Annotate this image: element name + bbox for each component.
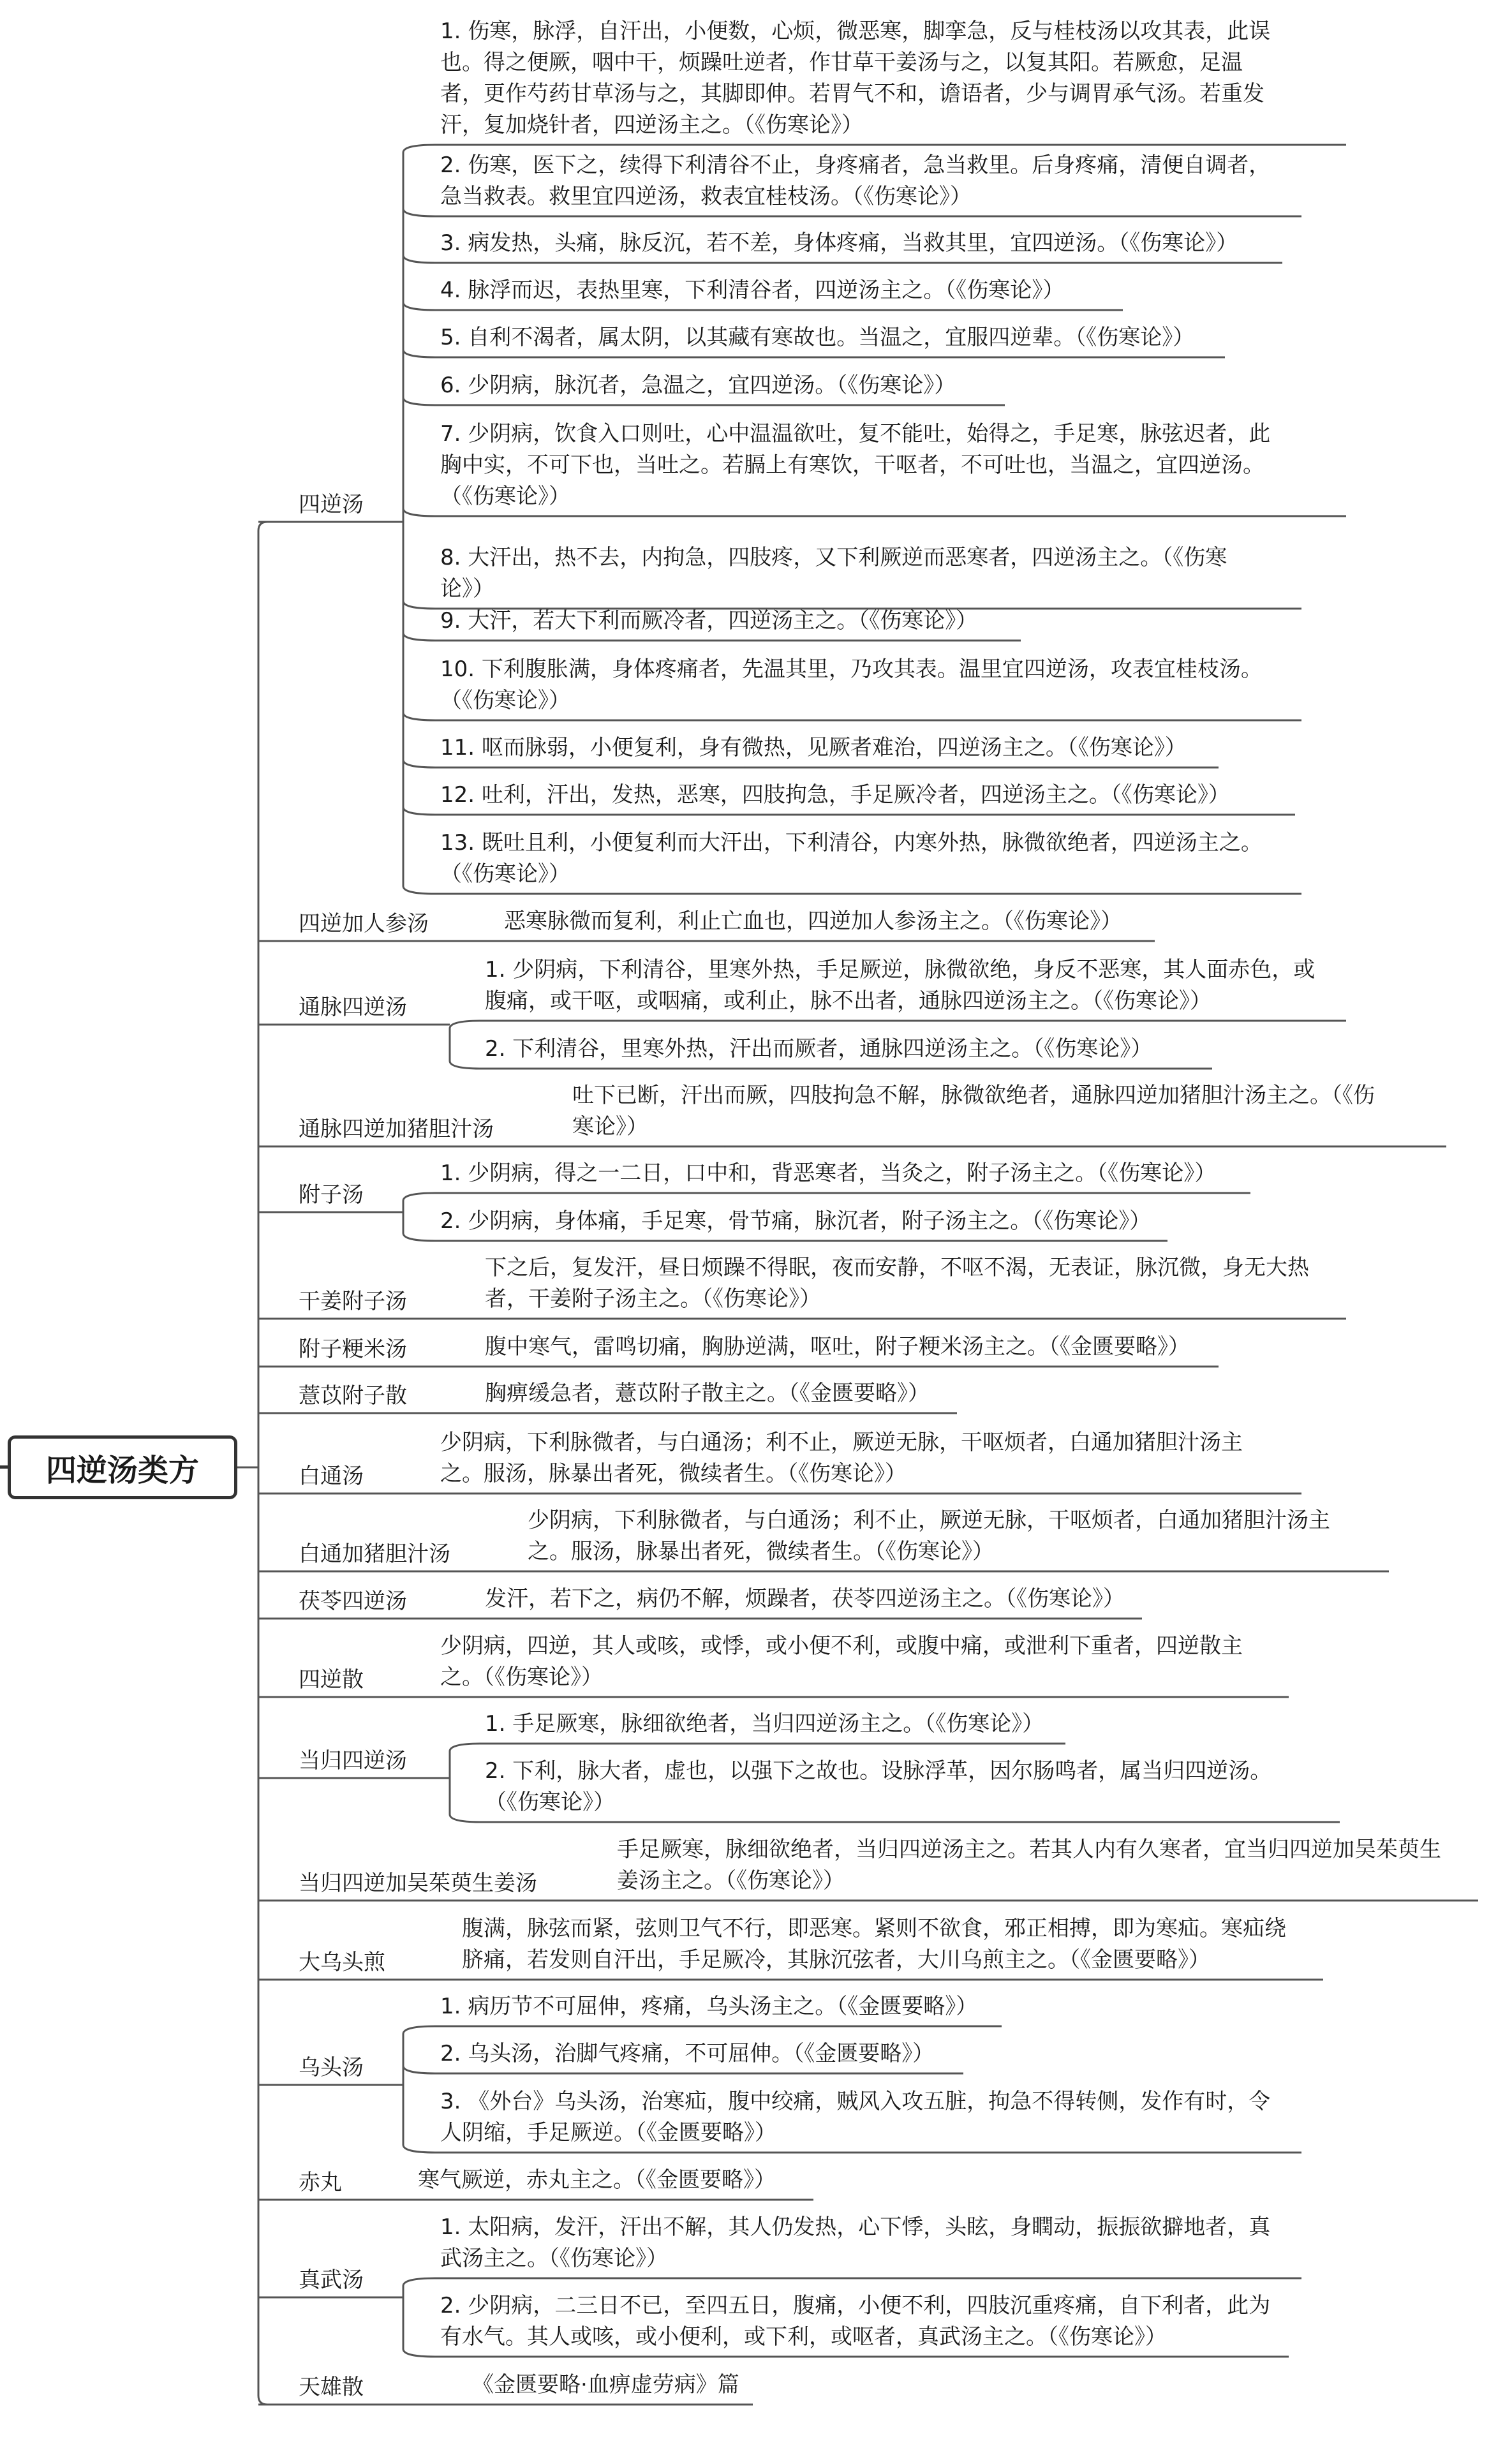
bracket-curve xyxy=(403,255,435,263)
entry-text: 1. 太阳病，发汗，汗出不解，其人仍发热，心下悸，头眩，身瞤动，振振欲擗地者，真 武汤主之。（《伤寒论》） xyxy=(440,2214,1271,2271)
trunk-curve xyxy=(258,522,267,531)
entry-text: 手足厥寒，脉细欲绝者，当归四逆汤主之。若其人内有久寒者，宜当归四逆加吴茱萸生 姜汤主之。（《伤寒论》） xyxy=(617,1837,1441,1894)
entry-text: 7. 少阴病，饮食入口则吐，心中温温欲吐，复不能吐，始得之，手足寒，脉弦迟者，此 胸中实，不可下也，当吐之。若膈上有寒饮，干呕者，不可吐也，当温之，宜四逆汤。 （《伤寒论》） xyxy=(440,421,1271,509)
entry-text: 少阴病，四逆，其人或咳，或悸，或小便不利，或腹中痛，或泄利下重者，四逆散主 之。（《伤寒论》） xyxy=(440,1633,1243,1690)
entry-text: 吐下已断，汗出而厥，四肢拘急不解，脉微欲绝者，通脉四逆加猪胆汁汤主之。（《伤 寒论》） xyxy=(572,1083,1375,1139)
bracket-curve xyxy=(403,2145,435,2153)
entry-text: 《金匮要略·血痹虚劳病》篇 xyxy=(472,2372,739,2398)
entry-text: 下之后，复发汗，昼日烦躁不得眠，夜而安静，不呕不渴，无表证，脉沉微，身无大热 者，干姜附子汤主之。（《伤寒论》） xyxy=(485,1255,1309,1312)
branch-label[interactable]: 薏苡附子散 xyxy=(299,1383,407,1409)
branch-label[interactable]: 附子汤 xyxy=(299,1182,364,1208)
branch-label[interactable]: 乌头汤 xyxy=(299,2055,364,2080)
entry-text: 4. 脉浮而迟，表热里寒，下利清谷者，四逆汤主之。（《伤寒论》） xyxy=(440,278,1065,303)
trunk-curve xyxy=(258,2396,267,2405)
branch-label[interactable]: 大乌头煎 xyxy=(299,1950,385,1975)
entry-text: 2. 伤寒，医下之，续得下利清谷不止，身疼痛者，急当救里。后身疼痛，清便自调者， 急当救表。救里宜四逆汤，救表宜桂枝汤。（《伤寒论》） xyxy=(440,152,1271,209)
entry-text: 3. 《外台》乌头汤，治寒疝，腹中绞痛，贼风入攻五脏，拘急不得转侧，发作有时，令 人阴缩，手足厥逆。（《金匮要略》） xyxy=(440,2089,1271,2146)
entry-text: 11. 呕而脉弱，小便复利，身有微热，见厥者难治，四逆汤主之。（《伤寒论》） xyxy=(440,735,1187,760)
branch-label[interactable]: 白通加猪胆汁汤 xyxy=(299,1541,450,1567)
bracket-curve xyxy=(403,209,435,216)
bracket-curve xyxy=(403,302,435,310)
bracket-curve xyxy=(403,508,435,516)
entry-text: 6. 少阴病，脉沉者，急温之，宜四逆汤。（《伤寒论》） xyxy=(440,373,956,398)
bracket-curve xyxy=(403,1233,435,1241)
bracket-curve xyxy=(403,2349,435,2357)
entry-text: 1. 少阴病，得之一二日，口中和，背恶寒者，当灸之，附子汤主之。（《伤寒论》） xyxy=(440,1160,1217,1186)
bracket-curve xyxy=(403,713,435,720)
bracket-curve xyxy=(450,1814,480,1822)
bracket-curve xyxy=(403,886,435,894)
bracket-curve xyxy=(403,145,435,152)
bracket-curve xyxy=(403,2278,435,2286)
bracket-curve xyxy=(403,633,435,641)
branch-label[interactable]: 白通汤 xyxy=(299,1464,364,1489)
bracket-curve xyxy=(403,397,435,405)
entry-text: 1. 病历节不可屈伸，疼痛，乌头汤主之。（《金匮要略》） xyxy=(440,1994,978,2019)
entry-text: 发汗，若下之，病仍不解，烦躁者，茯苓四逆汤主之。（《伤寒论》） xyxy=(485,1586,1125,1612)
entry-text: 少阴病，下利脉微者，与白通汤；利不止，厥逆无脉，干呕烦者，白通加猪胆汁汤主 之。服汤，脉暴出者死，微续者生。（《伤寒论》） xyxy=(528,1508,1330,1564)
entry-text: 3. 病发热，头痛，脉反沉，若不差，身体疼痛，当救其里，宜四逆汤。（《伤寒论》） xyxy=(440,230,1238,256)
entry-text: 1. 手足厥寒，脉细欲绝者，当归四逆汤主之。（《伤寒论》） xyxy=(485,1711,1044,1737)
bracket-curve xyxy=(450,1021,480,1028)
entry-text: 2. 乌头汤，治脚气疼痛，不可屈伸。（《金匮要略》） xyxy=(440,2041,935,2066)
branch-label[interactable]: 四逆加人参汤 xyxy=(299,911,429,937)
bracket-curve xyxy=(450,1744,480,1751)
entry-text: 2. 少阴病，身体痛，手足寒，骨节痛，脉沉者，附子汤主之。（《伤寒论》） xyxy=(440,1208,1152,1234)
entry-text: 5. 自利不渴者，属太阴，以其藏有寒故也。当温之，宜服四逆辈。（《伤寒论》） xyxy=(440,325,1195,350)
entry-text: 腹中寒气，雷鸣切痛，胸胁逆满，呕吐，附子粳米汤主之。（《金匮要略》） xyxy=(485,1334,1190,1360)
bracket-curve xyxy=(403,1193,435,1201)
entry-text: 8. 大汗出，热不去，内拘急，四肢疼，又下利厥逆而恶寒者，四逆汤主之。（《伤寒 论》） xyxy=(440,545,1227,602)
branch-label[interactable]: 干姜附子汤 xyxy=(299,1289,407,1314)
branch-label[interactable]: 真武汤 xyxy=(299,2267,364,2293)
branch-label[interactable]: 四逆散 xyxy=(299,1667,364,1693)
entry-text: 恶寒脉微而复利，利止亡血也，四逆加人参汤主之。（《伤寒论》） xyxy=(504,908,1122,934)
entry-text: 12. 吐利，汗出，发热，恶寒，四肢拘急，手足厥冷者，四逆汤主之。（《伤寒论》） xyxy=(440,782,1230,808)
entry-text: 1. 伤寒，脉浮，自汗出，小便数，心烦，微恶寒，脚挛急，反与桂枝汤以攻其表，此误 也。得之便厥，咽中干，烦躁吐逆者，作甘草干姜汤与之，以复其阳。若厥愈，足温 者，更作芍药甘草汤与之，其脚即伸。若胃气不和，谵语者，少与调胃承气汤。若重发 汗，复加烧针者，四逆汤主之。（《伤寒论》） xyxy=(440,19,1271,138)
entry-text: 胸痹缓急者，薏苡附子散主之。（《金匮要略》） xyxy=(485,1381,930,1406)
root-node[interactable] xyxy=(8,1435,237,1499)
branch-label[interactable]: 通脉四逆加猪胆汁汤 xyxy=(299,1116,494,1142)
entry-text: 10. 下利腹胀满，身体疼痛者，先温其里，乃攻其表。温里宜四逆汤，攻表宜桂枝汤。 （《伤寒论》） xyxy=(440,656,1263,713)
branch-label[interactable]: 赤丸 xyxy=(299,2170,342,2195)
entry-text: 2. 下利清谷，里寒外热，汗出而厥者，通脉四逆汤主之。（《伤寒论》） xyxy=(485,1036,1153,1062)
bracket-curve xyxy=(403,601,435,609)
bracket-curve xyxy=(403,2026,435,2034)
branch-label[interactable]: 当归四逆加吴茱萸生姜汤 xyxy=(299,1871,537,1896)
root-node-label: 四逆汤类方 xyxy=(45,1452,199,1488)
entry-text: 腹满，脉弦而紧，弦则卫气不行，即恶寒。紧则不欲食，邪正相搏，即为寒疝。寒疝绕 脐痛，若发则自汗出，手足厥冷，其脉沉弦者，大川乌煎主之。（《金匮要略》） xyxy=(462,1916,1286,1973)
bracket-curve xyxy=(403,350,435,357)
entry-text: 2. 下利，脉大者，虚也，以强下之故也。设脉浮革，因尔肠鸣者，属当归四逆汤。 （《伤寒论》） xyxy=(485,1758,1272,1815)
branch-label[interactable]: 四逆汤 xyxy=(299,492,364,517)
entry-text: 2. 少阴病，二三日不已，至四五日，腹痛，小便不利，四肢沉重疼痛，自下利者，此为 有水气。其人或咳，或小便利，或下利，或呕者，真武汤主之。（《伤寒论》） xyxy=(440,2293,1271,2350)
branch-label[interactable]: 通脉四逆汤 xyxy=(299,995,407,1020)
entry-text: 1. 少阴病，下利清谷，里寒外热，手足厥逆，脉微欲绝，身反不恶寒，其人面赤色，或 腹痛，或干呕，或咽痛，或利止，脉不出者，通脉四逆汤主之。（《伤寒论》） xyxy=(485,957,1316,1014)
entry-text: 9. 大汗，若大下利而厥冷者，四逆汤主之。（《伤寒论》） xyxy=(440,608,978,634)
bracket-curve xyxy=(403,807,435,815)
branch-label[interactable]: 天雄散 xyxy=(299,2375,364,2400)
bracket-curve xyxy=(403,760,435,767)
bracket-curve xyxy=(450,1061,480,1069)
branch-label[interactable]: 茯苓四逆汤 xyxy=(299,1589,407,1614)
branch-label[interactable]: 当归四逆汤 xyxy=(299,1748,407,1774)
entry-text: 寒气厥逆，赤丸主之。（《金匮要略》） xyxy=(418,2167,776,2193)
entry-text: 13. 既吐且利，小便复利而大汗出，下利清谷，内寒外热，脉微欲绝者，四逆汤主之。 （《伤寒论》） xyxy=(440,830,1263,887)
branch-label[interactable]: 附子粳米汤 xyxy=(299,1337,407,1362)
bracket-curve xyxy=(403,2066,435,2073)
entry-text: 少阴病，下利脉微者，与白通汤；利不止，厥逆无脉，干呕烦者，白通加猪胆汁汤主 之。服汤，脉暴出者死，微续者生。（《伤寒论》） xyxy=(440,1430,1243,1486)
